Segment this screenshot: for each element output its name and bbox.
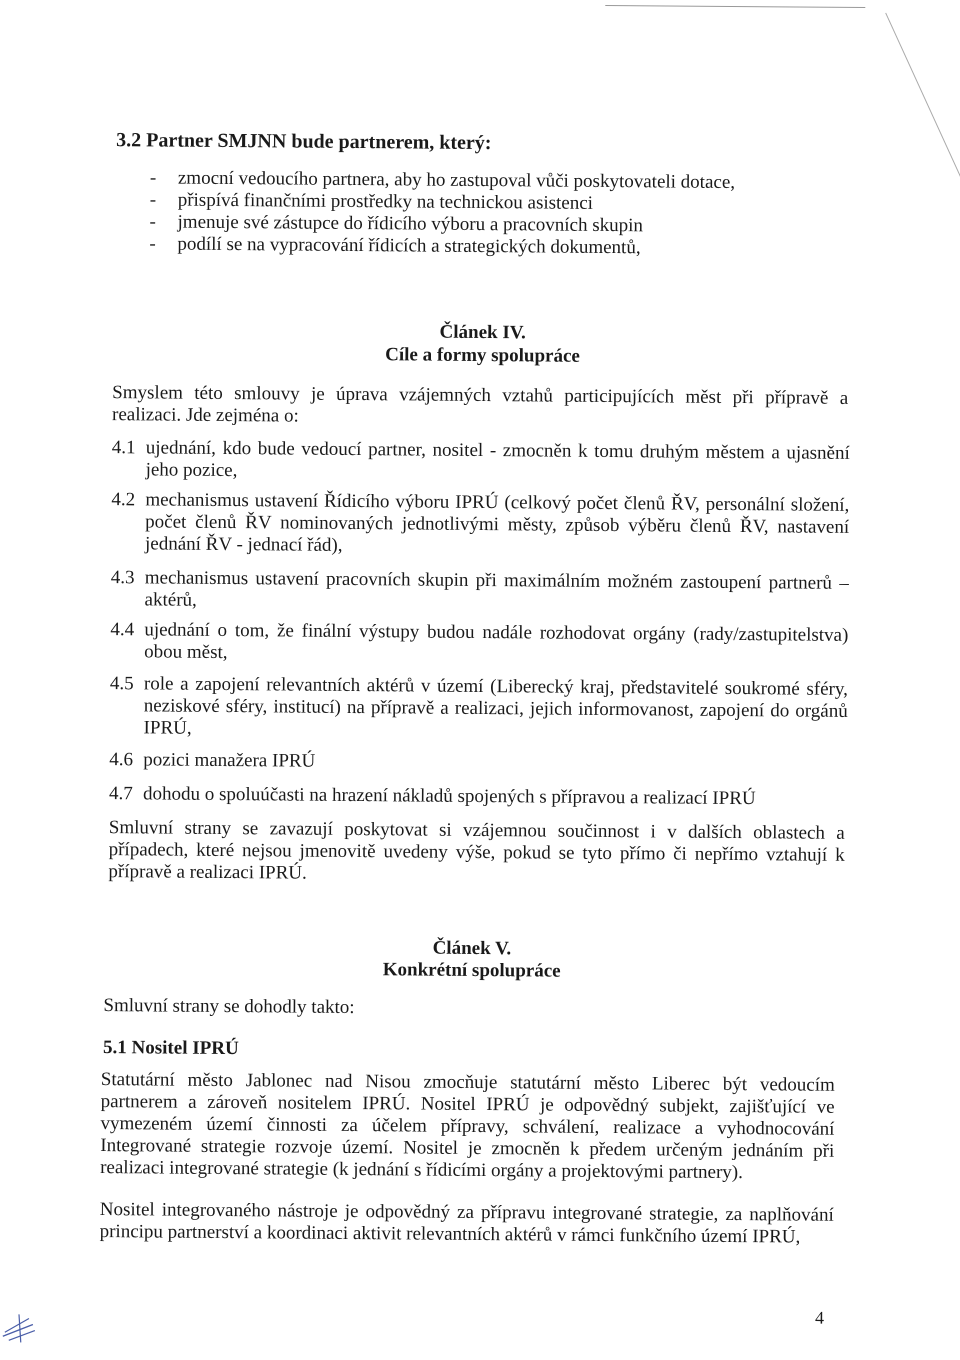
article-4-item-7: 4.7 dohodu o spoluúčasti na hrazení nákladů spojených s přípravou a realizací IPRÚ	[108, 783, 756, 810]
article-4-item-6: 4.6 pozici manažera IPRÚ	[109, 749, 316, 772]
article-5-number: Článek V.	[432, 937, 512, 960]
section-5-1-paragraph-2: Nositel integrovaného nástroje je odpovědný za přípravu integrované strategie, za naplňování principu partnerství a koordinaci aktivit relevantních aktérů v rámci funkčního území IPRÚ,	[99, 1199, 834, 1248]
section-5-1-paragraph-1: Statutární město Jablonec nad Nisou zmocňuje statutární město Liberec být vedoucím partnerem a zároveň nositelem IPRÚ. Nositel IPRÚ je odpovědný subjekt, zajišťující ve vymezeném území činnosti za účelem přípravy, schválení, realizace a vyhodnocování Integrované strategie rozvoje území. Nositel je zmocněn k předem určeným jednáním při realizaci integrované strategie (k jednání s řídicími orgány a projektovými partnery).	[100, 1069, 835, 1184]
handwritten-initials-icon	[0, 1306, 39, 1346]
article-4-item-3: 4.3 mechanismus ustavení pracovních skupin při maximálním možném zastoupení partnerů – aktérů,	[110, 567, 849, 611]
scan-edge-top	[605, 5, 865, 8]
section-5-1-heading: 5.1 Nositel IPRÚ	[103, 1037, 239, 1060]
section-3-2-heading: 3.2 Partner SMJNN bude partnerem, který:	[116, 129, 492, 155]
article-4-intro: Smyslem této smlouvy je úprava vzájemných vztahů participujících měst při přípravě a realizaci. Jde zejména o:	[111, 382, 849, 427]
list-item: - přispívá finančními prostředky na technickou asistenci	[149, 189, 594, 214]
article-4-item-1: 4.1 ujednání, kdo bude vedoucí partner, nositel - zmocněn k tomu druhým městem a ujasnění jeho pozice,	[111, 437, 850, 482]
article-4-item-4: 4.4 ujednání o tom, že finální výstupy budou nadále rozhodovat orgány (rady/zastupitelstva) obou měst,	[110, 619, 849, 664]
article-5-title: Konkrétní spolupráce	[382, 959, 561, 982]
list-item: - zmocní vedoucího partnera, aby ho zastupoval vůči poskytovateli dotace,	[149, 167, 736, 193]
scan-edge-diagonal	[885, 13, 960, 241]
section-3-2-list	[149, 167, 790, 260]
page-number: 4	[814, 1307, 825, 1328]
article-4-title: Cíle a formy spolupráce	[385, 344, 580, 367]
article-4-item-2: 4.2 mechanismus ustavení Řídicího výboru IPRÚ (celkový počet členů ŘV, personální složení, počet členů ŘV nominovaných jednotlivými městy, způsob výběru členů ŘV, nastavení jednání ŘV - jednací řád),	[111, 489, 850, 556]
article-4-closing: Smluvní strany se zavazují poskytovat si vzájemnou součinnost i v dalších oblastech a případech, které nejsou jmenovitě uvedeny výše, pokud se tyto přímo či nepřímo vztahují k přípravě a realizaci IPRÚ.	[108, 817, 845, 884]
list-item: - jmenuje své zástupce do řídicího výboru a pracovních skupin	[149, 211, 644, 237]
list-item: - podílí se na vypracování řídicích a strategických dokumentů,	[149, 233, 641, 259]
article-4-item-5: 4.5 role a zapojení relevantních aktérů v území (Liberecký kraj, představitelé soukromé sféry, neziskové sféry, institucí) na přípravě a realizaci, jejich informovanost, zapojení do orgánů IPRÚ,	[109, 673, 849, 739]
article-4-number: Článek IV.	[439, 321, 526, 344]
article-5-intro: Smluvní strany se dohodly takto:	[103, 995, 355, 1019]
